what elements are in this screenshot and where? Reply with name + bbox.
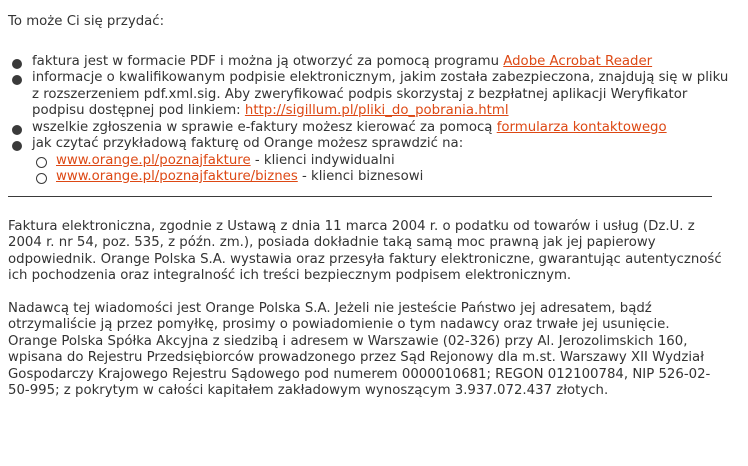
bullet-text: faktura jest w formacie PDF i można ją otworzyć za pomocą programu bbox=[32, 53, 504, 69]
intro-text: To może Ci się przydać: bbox=[8, 14, 165, 29]
sub-list-item bbox=[32, 169, 740, 186]
list-item bbox=[8, 120, 740, 137]
info-list bbox=[8, 54, 740, 186]
company-info-text: Orange Polska Spółka Akcyjna z siedzibą i adresem w Warszawie (02-326) przy Al. Jerozolimskich 160, wpisana do Rejestru Przedsiębiorców prowadzonego przez Sąd Rejonowy dla m.st. Warszawy XII Wydział Gospodarczy Krajowego Rejestru Sądowego pod numerem 0000010681; REGON 012100784, NIP 526-02-50-995; z pokrytym w całości kapitałem zakładowym wynoszącym 3.937.072.437 złotych. bbox=[8, 333, 711, 398]
sub-list-item bbox=[32, 153, 740, 170]
poznajfakture-link[interactable]: www.orange.pl/poznajfakture bbox=[56, 152, 251, 168]
contact-form-link[interactable]: formularza kontaktowego bbox=[496, 119, 667, 135]
separator-line bbox=[8, 196, 712, 197]
sub-list bbox=[32, 153, 740, 186]
sub-item-text: - klienci biznesowi bbox=[297, 169, 424, 184]
list-item bbox=[8, 70, 740, 120]
bullet-text: wszelkie zgłoszenia w sprawie e-faktury możesz kierować za pomocą bbox=[32, 119, 497, 135]
sub-item-text: - klienci indywidualni bbox=[250, 152, 395, 168]
bullet-text: informacje o kwalifikowanym podpisie elektronicznym, jakim została zabezpieczona, znajdują się w pliku bbox=[32, 70, 729, 85]
list-item bbox=[8, 54, 740, 71]
disclaimer-text: Nadawcą tej wiadomości jest Orange Polska S.A. Jeżeli nie jesteście Państwo jej adresatem, bądź otrzymaliście ją przez pomyłkę, prosimy o powiadomienie o tym nadawcy oraz trwałe jej usunięcie. bbox=[8, 300, 670, 332]
legal-paragraph-einvoice: Faktura elektroniczna, zgodnie z Ustawą z dnia 11 marca 2004 r. o podatku od towarów i usług (Dz.U. z 2004 r. nr 54, poz. 535, z późn. zm.), posiada dokładnie taką samą moc prawną jak jej papierowy odpowiednik. Orange Polska S.A. wystawia oraz przesyła faktury elektroniczne, gwarantując autentyczność ich pochodzenia oraz integralność ich treści bezpiecznym podpisem elektronicznym. bbox=[8, 218, 722, 283]
sigillum-link[interactable]: http://sigillum.pl/pliki_do_pobrania.html bbox=[244, 103, 509, 118]
bullet-text: z rozszerzeniem pdf.xml.sig. Aby zweryfikować podpis skorzystaj z bezpłatnej aplikacji Weryfikator podpisu dostępnej pod linkiem: bbox=[32, 86, 688, 118]
adobe-reader-link[interactable]: Adobe Acrobat Reader bbox=[503, 53, 653, 69]
bullet-text: jak czytać przykładową fakturę od Orange możesz sprawdzić na: bbox=[32, 136, 464, 151]
list-item bbox=[8, 136, 740, 186]
legal-paragraph-sender bbox=[8, 301, 728, 400]
poznajfakture-biznes-link[interactable]: www.orange.pl/poznajfakture/biznes bbox=[56, 169, 298, 184]
